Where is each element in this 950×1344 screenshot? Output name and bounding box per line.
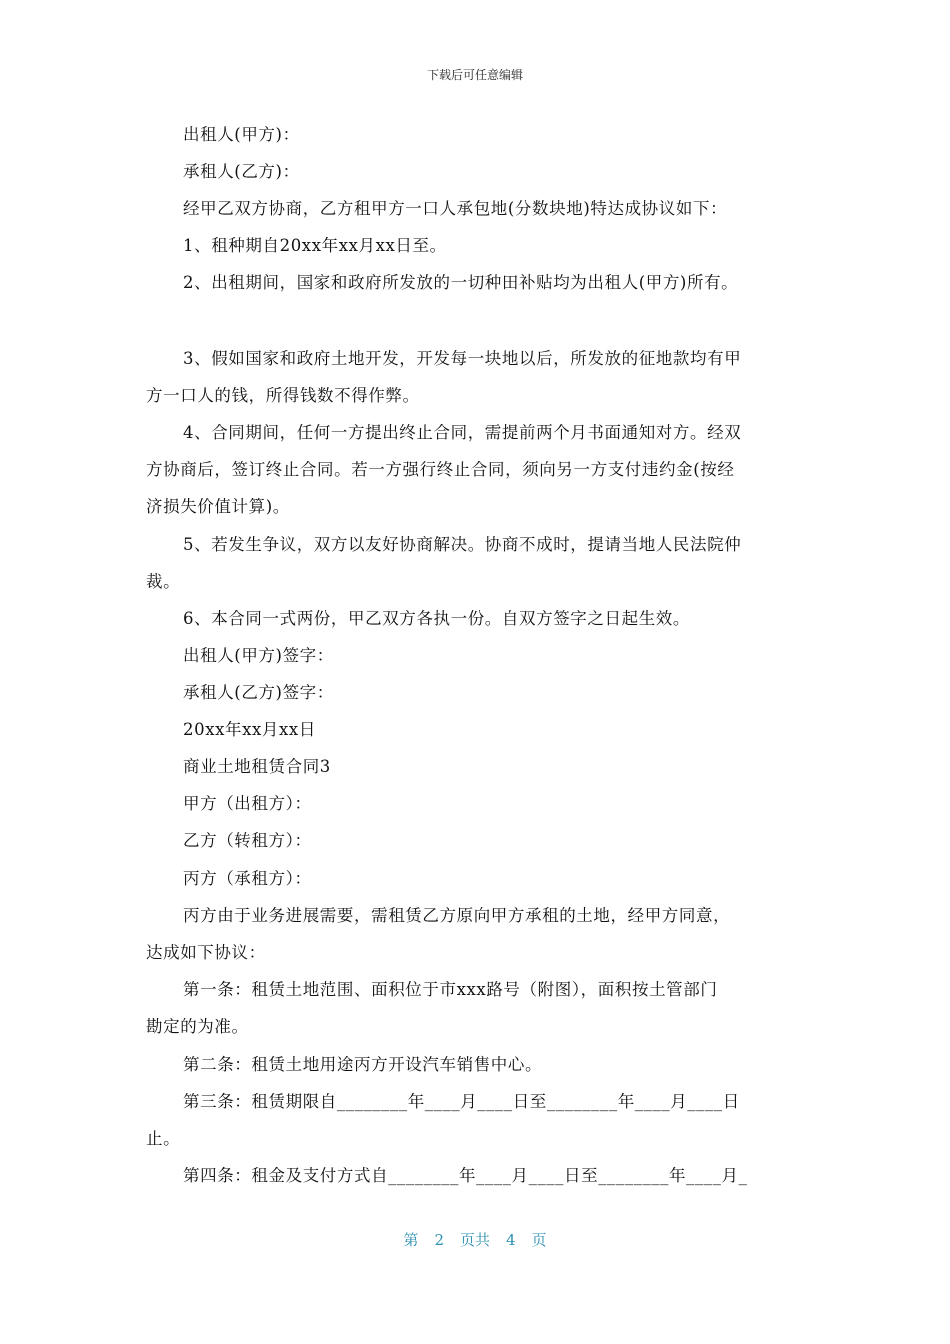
lessee-line: 承租人(乙方)： xyxy=(183,162,300,181)
page-label-middle: 页共 xyxy=(459,1231,490,1249)
clause-3-line-2: 方一口人的钱，所得钱数不得作弊。 xyxy=(146,386,420,405)
article-1-line-1: 第一条：租赁土地范围、面积位于市xxx路号（附图），面积按土管部门 xyxy=(183,980,718,999)
party-a: 甲方（出租方）： xyxy=(183,794,312,813)
party-b: 乙方（转租方）： xyxy=(183,831,312,850)
clause-5-line-1: 5、若发生争议，双方以友好协商解决。协商不成时，提请当地人民法院仲 xyxy=(183,535,742,554)
clause-1: 1、租种期自20xx年xx月xx日至。 xyxy=(183,236,447,255)
clause-4-line-1: 4、合同期间，任何一方提出终止合同，需提前两个月书面通知对方。经双 xyxy=(183,423,742,442)
preamble-line-1: 丙方由于业务进展需要，需租赁乙方原向甲方承租的土地，经甲方同意， xyxy=(183,906,731,925)
current-page-number: 2 xyxy=(434,1231,444,1249)
clause-4-line-3: 济损失价值计算)。 xyxy=(146,497,290,516)
page-label-suffix: 页 xyxy=(531,1231,547,1249)
lessor-line: 出租人(甲方)： xyxy=(183,125,300,144)
agreement-intro: 经甲乙双方协商，乙方租甲方一口人承包地(分数块地)特达成协议如下： xyxy=(183,199,728,218)
lessor-signature: 出租人(甲方)签字： xyxy=(183,646,334,665)
lessee-signature: 承租人(乙方)签字： xyxy=(183,683,334,702)
article-4-line-1: 第四条：租金及支付方式自________年____月____日至________年____月_ xyxy=(183,1166,748,1185)
clause-2: 2、出租期间，国家和政府所发放的一切种田补贴均为出租人(甲方)所有。 xyxy=(183,273,739,292)
clause-6: 6、本合同一式两份，甲乙双方各执一份。自双方签字之日起生效。 xyxy=(183,609,690,628)
page-label-prefix: 第 xyxy=(403,1231,419,1249)
contract-title: 商业土地租赁合同3 xyxy=(183,757,331,776)
party-c: 丙方（承租方）： xyxy=(183,869,312,888)
article-2: 第二条：租赁土地用途丙方开设汽车销售中心。 xyxy=(183,1055,543,1074)
signing-date: 20xx年xx月xx日 xyxy=(183,720,316,739)
preamble-line-2: 达成如下协议： xyxy=(146,943,266,962)
page-header: 下载后可任意编辑 xyxy=(426,68,523,82)
clause-4-line-2: 方协商后，签订终止合同。若一方强行终止合同，须向另一方支付违约金(按经 xyxy=(146,460,735,479)
article-3-line-2: 止。 xyxy=(146,1129,181,1148)
article-3-line-1: 第三条：租赁期限自________年____月____日至________年____月____日 xyxy=(183,1092,740,1111)
clause-3-line-1: 3、假如国家和政府土地开发，开发每一块地以后，所发放的征地款均有甲 xyxy=(183,349,742,368)
clause-5-line-2: 裁。 xyxy=(146,572,181,591)
total-pages-number: 4 xyxy=(506,1231,516,1249)
article-1-line-2: 勘定的为准。 xyxy=(146,1017,249,1036)
page-footer xyxy=(0,1229,950,1250)
